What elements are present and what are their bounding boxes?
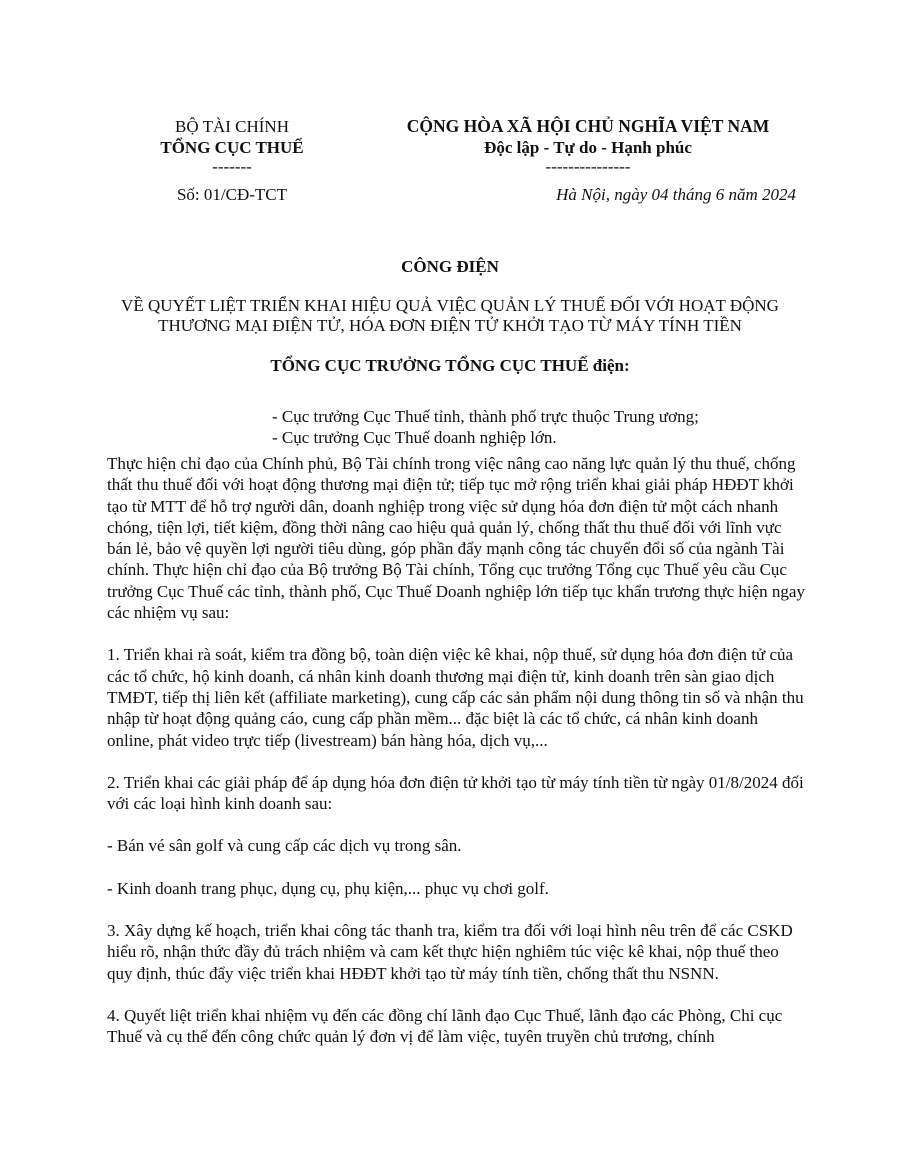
- issuing-authority: [132, 116, 332, 175]
- nation-name: CỘNG HÒA XÃ HỘI CHỦ NGHĨA VIỆT NAM: [406, 116, 770, 136]
- item-2a-paragraph: - Bán vé sân golf và cung cấp các dịch vụ trong sân.: [107, 836, 462, 856]
- document-number: Số: 01/CĐ-TCT: [176, 185, 288, 204]
- item-4-paragraph: 4. Quyết liệt triển khai nhiệm vụ đến các đồng chí lãnh đạo Cục Thuế, lãnh đạo các Phòng, Chi cục Thuế và cụ thể đến công chức quản lý đơn vị để làm việc, tuyên truyền chủ trương, chính: [107, 1005, 783, 1047]
- national-motto: Độc lập - Tự do - Hạnh phúc: [484, 138, 692, 157]
- item-1-paragraph: 1. Triển khai rà soát, kiểm tra đồng bộ, toàn diện việc kê khai, nộp thuế, sử dụng hóa đơn điện tử của các tổ chức, hộ kinh doanh, cá nhân kinh doanh thương mại điện tử, kinh doanh trên sàn giao dịch TMĐT, tiếp thị liên kết (affiliate marketing), cung cấp các sản phẩm nội dung thông tin số và nhận thu nhập từ hoạt động quảng cáo, cung cấp phần mềm... đặc biệt là các tổ chức, cá nhân kinh doanh online, phát video trực tiếp (livestream) bán hàng hóa, dịch vụ,...: [107, 645, 804, 750]
- document-subject: [90, 296, 810, 336]
- intro-paragraph: Thực hiện chỉ đạo của Chính phủ, Bộ Tài chính trong việc nâng cao năng lực quản lý thu thuế, chống thất thu thuế đối với hoạt động thương mại điện tử; tiếp tục mở rộng triển khai giải pháp HĐĐT khởi tạo từ MTT để hỗ trợ người dân, doanh nghiệp trong việc sử dụng hóa đơn điện tử một cách nhanh chóng, tiện lợi, tiết kiệm, đồng thời nâng cao hiệu quả quản lý, chống thất thu thuế đối với lĩnh vực bán lẻ, bảo vệ quyền lợi người tiêu dùng, góp phần đẩy mạnh công tác chuyển đổi số của ngành Tài chính. Thực hiện chỉ đạo của Bộ trưởng Bộ Tài chính, Tổng cục trưởng Tổng cục Thuế yêu cầu Cục trưởng Cục Thuế các tỉnh, thành phố, Cục Thuế Doanh nghiệp lớn tiếp tục khẩn trương thực hiện ngay các nhiệm vụ sau:: [107, 454, 805, 623]
- recipient-item: - Cục trưởng Cục Thuế tỉnh, thành phố trực thuộc Trung ương;: [272, 407, 699, 426]
- subject-line-2: THƯƠNG MẠI ĐIỆN TỬ, HÓA ĐƠN ĐIỆN TỬ KHỞI TẠO TỪ MÁY TÍNH TIỀN: [158, 316, 742, 335]
- document-type: CÔNG ĐIỆN: [401, 257, 499, 276]
- ministry-name: BỘ TÀI CHÍNH: [175, 117, 289, 136]
- national-heading: [378, 116, 798, 175]
- recipient-list: [272, 406, 832, 448]
- sender-line: TỔNG CỤC TRƯỞNG TỔNG CỤC THUẾ điện:: [270, 356, 630, 375]
- document-body: [107, 453, 807, 1069]
- item-2b-paragraph: - Kinh doanh trang phục, dụng cụ, phụ kiện,... phục vụ chơi golf.: [107, 878, 549, 898]
- right-divider: ---------------: [545, 157, 631, 176]
- item-2-paragraph: 2. Triển khai các giải pháp để áp dụng hóa đơn điện tử khởi tạo từ máy tính tiền từ ngày 01/8/2024 đối với các loại hình kinh doanh sau:: [107, 772, 804, 814]
- subject-line-1: VỀ QUYẾT LIỆT TRIỂN KHAI HIỆU QUẢ VIỆC QUẢN LÝ THUẾ ĐỐI VỚI HOẠT ĐỘNG: [121, 296, 779, 315]
- recipient-item: - Cục trưởng Cục Thuế doanh nghiệp lớn.: [272, 428, 557, 447]
- left-divider: -------: [212, 157, 252, 176]
- item-3-paragraph: 3. Xây dựng kế hoạch, triển khai công tác thanh tra, kiểm tra đối với loại hình nêu trên để các CSKD hiểu rõ, nhận thức đầy đủ trách nhiệm và cam kết thực hiện nghiêm túc việc kê khai, nộp thuế theo quy định, thúc đẩy việc triển khai HĐĐT khởi tạo từ máy tính tiền, chống thất thu NSNN.: [107, 921, 793, 983]
- place-and-date: Hà Nội, ngày 04 tháng 6 năm 2024: [556, 185, 796, 204]
- department-name: TỔNG CỤC THUẾ: [160, 138, 304, 157]
